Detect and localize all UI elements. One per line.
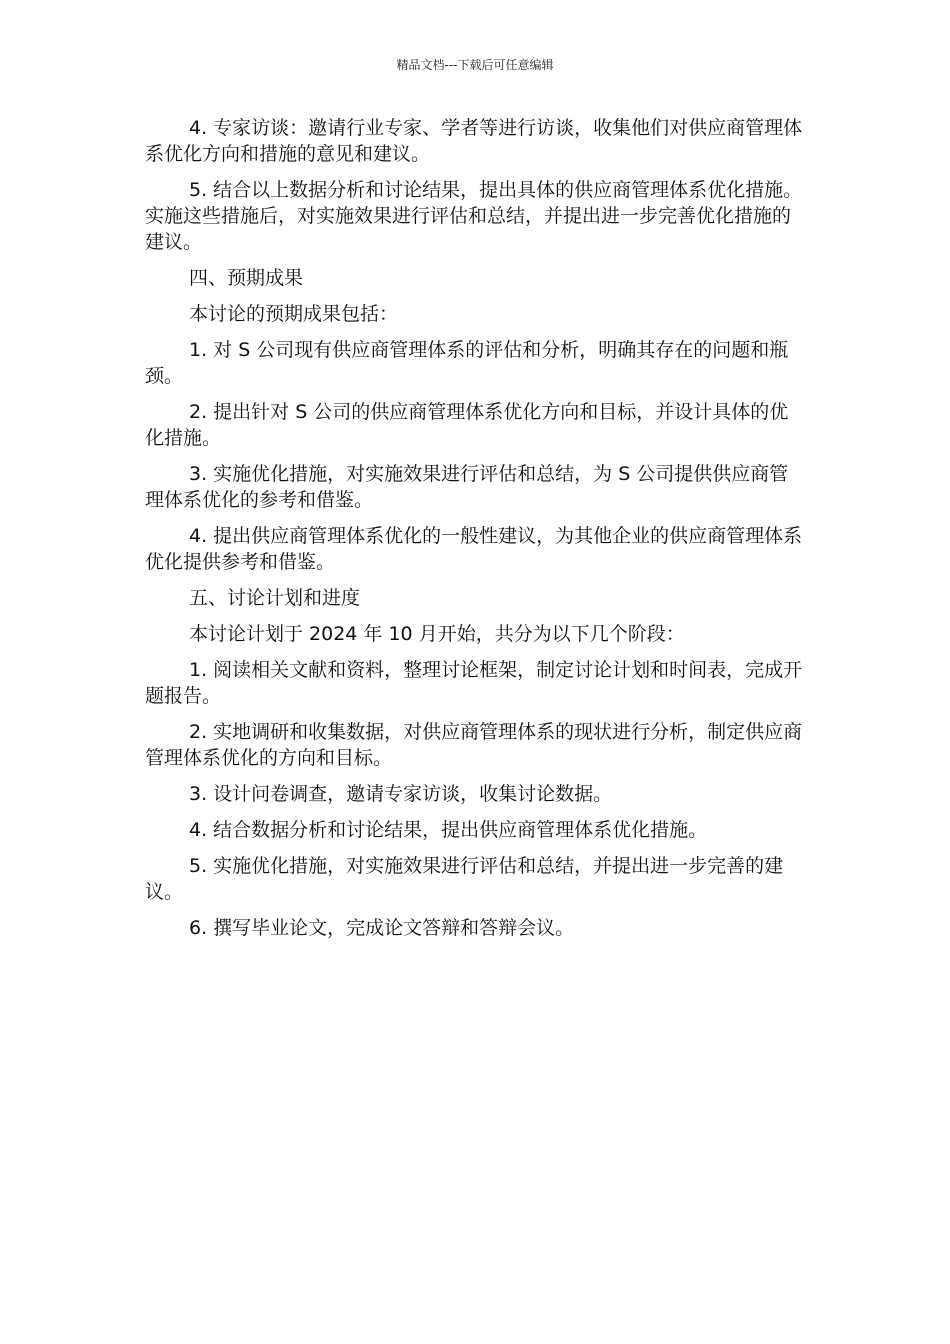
section-heading-plan-progress: 五、讨论计划和进度	[189, 587, 361, 609]
paragraph-expected-4: 4. 提出供应商管理体系优化的一般性建议，为其他企业的供应商管理体系优化提供参考和借鉴。	[145, 525, 803, 573]
paragraph-expected-3: 3. 实施优化措施，对实施效果进行评估和总结，为 S 公司提供供应商管理体系优化的参考和借鉴。	[145, 463, 789, 511]
paragraph-expected-1: 1. 对 S 公司现有供应商管理体系的评估和分析，明确其存在的问题和瓶颈。	[145, 339, 789, 387]
paragraph-stage-5: 5. 实施优化措施，对实施效果进行评估和总结，并提出进一步完善的建议。	[145, 855, 784, 903]
paragraph-expected-intro: 本讨论的预期成果包括：	[189, 303, 399, 325]
paragraph-stage-6: 6. 撰写毕业论文，完成论文答辩和答辩会议。	[189, 917, 575, 939]
paragraph-stage-1: 1. 阅读相关文献和资料，整理讨论框架，制定讨论计划和时间表，完成开题报告。	[145, 659, 803, 707]
paragraph-stage-2: 2. 实地调研和收集数据，对供应商管理体系的现状进行分析，制定供应商管理体系优化的方向和目标。	[145, 721, 803, 769]
document-body	[145, 115, 807, 951]
page-header: 精品文档---下载后可任意编辑	[396, 58, 554, 72]
paragraph-stage-4: 4. 结合数据分析和讨论结果，提出供应商管理体系优化措施。	[189, 819, 708, 841]
paragraph-expert-interview: 4. 专家访谈：邀请行业专家、学者等进行访谈，收集他们对供应商管理体系优化方向和措施的意见和建议。	[145, 117, 803, 165]
paragraph-stage-3: 3. 设计问卷调查，邀请专家访谈，收集讨论数据。	[189, 783, 613, 805]
paragraph-expected-2: 2. 提出针对 S 公司的供应商管理体系优化方向和目标，并设计具体的优化措施。	[145, 401, 789, 449]
paragraph-plan-intro: 本讨论计划于 2024 年 10 月开始，共分为以下几个阶段：	[189, 623, 685, 645]
paragraph-optimization-measures: 5. 结合以上数据分析和讨论结果，提出具体的供应商管理体系优化措施。实施这些措施后，对实施效果进行评估和总结，并提出进一步完善优化措施的建议。	[145, 179, 803, 253]
section-heading-expected-results: 四、预期成果	[189, 267, 304, 289]
